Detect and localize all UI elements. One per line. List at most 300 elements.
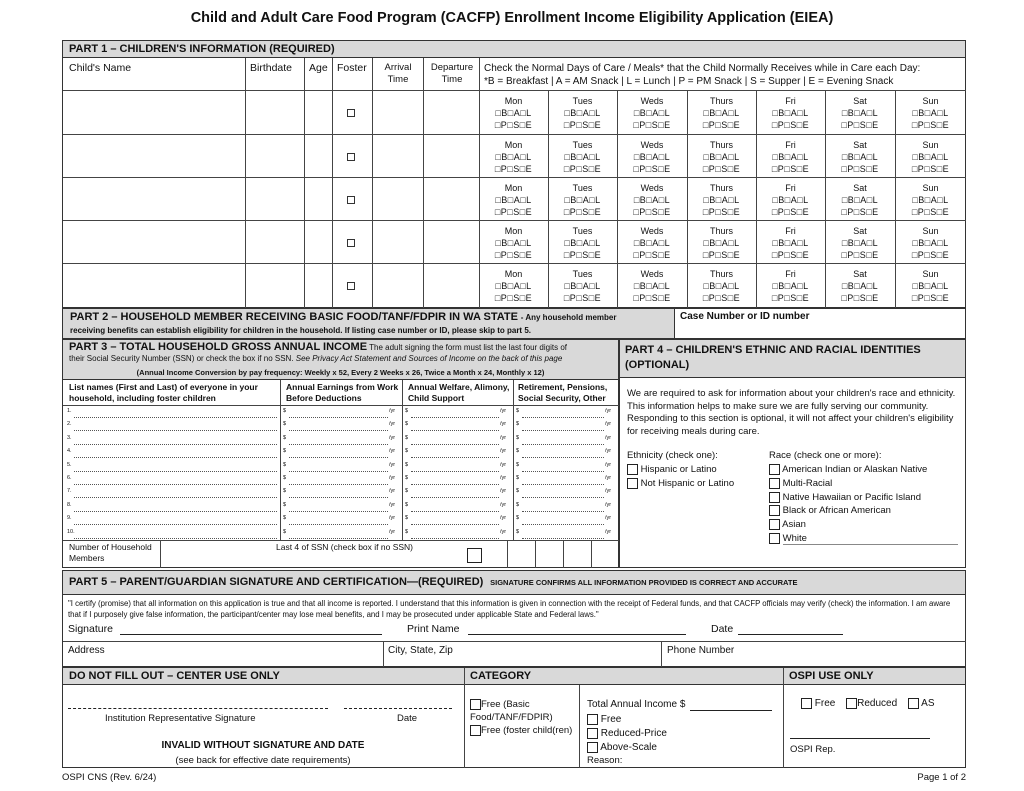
meal-options-line1[interactable]: □B□A□L — [703, 195, 740, 205]
day-label: Sat — [853, 140, 867, 150]
retirement-field[interactable] — [522, 457, 604, 458]
city-state-zip-label: City, State, Zip — [388, 645, 453, 656]
earnings-field[interactable] — [289, 417, 388, 418]
per-year-label: /yr — [389, 475, 396, 481]
foster-checkbox-3[interactable] — [347, 195, 357, 206]
meal-options-line2[interactable]: □P□S□E — [841, 250, 879, 260]
meal-options-line2[interactable]: □P□S□E — [911, 293, 950, 303]
earnings-field[interactable] — [289, 511, 388, 512]
welfare-field[interactable] — [411, 511, 499, 512]
meal-cell-row2-sat[interactable] — [825, 139, 895, 175]
col-arrival-time: Arrival Time — [384, 62, 412, 85]
retirement-field[interactable] — [522, 430, 604, 431]
dollar-sign: $ — [405, 408, 409, 414]
foster-checkbox-2[interactable] — [347, 152, 357, 163]
earnings-field[interactable] — [289, 457, 388, 458]
category-free-foster[interactable] — [470, 724, 576, 737]
dollar-sign: $ — [405, 448, 409, 455]
dollar-sign: $ — [283, 448, 287, 455]
col-birthdate: Birthdate — [250, 62, 293, 74]
household-member-name-field[interactable] — [74, 457, 277, 458]
household-member-name-field[interactable] — [74, 430, 277, 431]
meal-options-line1[interactable]: □B□A□L — [912, 281, 949, 291]
meal-options-line2[interactable]: □P□S□E — [911, 250, 950, 260]
meal-options-line1[interactable]: □B□A□L — [564, 281, 601, 291]
part5-header — [63, 571, 965, 595]
per-year-label: /yr — [389, 515, 396, 522]
reason-label: Reason: — [587, 755, 623, 766]
institution-date-field[interactable] — [344, 708, 452, 709]
per-year-label: /yr — [389, 434, 396, 441]
meal-options-line1[interactable]: □B□A□L — [564, 108, 601, 118]
household-member-name-field[interactable] — [74, 511, 277, 512]
meal-cell-row3-sat[interactable] — [825, 182, 895, 218]
race-label-multi-racial: Multi-Racial — [782, 477, 833, 489]
meal-cell-row3-sun[interactable] — [895, 182, 966, 218]
household-member-name-field[interactable] — [74, 484, 277, 485]
day-label: Thurs — [709, 183, 733, 193]
day-label: Mon — [504, 96, 523, 106]
welfare-field[interactable] — [411, 444, 499, 445]
col-foster: Foster — [337, 62, 367, 74]
dollar-sign: $ — [283, 475, 287, 481]
meal-cell-row4-fri[interactable] — [756, 225, 825, 261]
meal-options-line1[interactable]: □B□A□L — [633, 281, 671, 291]
dollar-sign: $ — [516, 408, 520, 414]
meal-cell-row1-sun[interactable] — [895, 95, 966, 131]
welfare-field[interactable] — [411, 417, 499, 418]
meal-cell-row3-thurs[interactable] — [687, 182, 756, 218]
meal-options-line1[interactable]: □B□A□L — [703, 238, 740, 248]
meal-cell-row2-mon[interactable] — [479, 139, 548, 175]
meal-cell-row4-sun[interactable] — [895, 225, 966, 261]
meal-cell-row1-tues[interactable] — [548, 95, 617, 131]
meal-cell-row5-sat[interactable] — [825, 268, 895, 304]
dollar-sign: $ — [516, 528, 520, 535]
per-year-label: /yr — [389, 501, 396, 508]
meal-options-line2[interactable]: □P□S□E — [911, 207, 950, 217]
day-label: Thurs — [709, 269, 733, 279]
meal-options-line2[interactable]: □P□S□E — [563, 207, 602, 217]
meal-options-line2[interactable]: □P□S□E — [911, 120, 950, 130]
retirement-field[interactable] — [522, 417, 604, 418]
race-option-black[interactable] — [769, 504, 927, 518]
ospi-option-free[interactable] — [801, 698, 835, 709]
day-label: Sun — [922, 96, 939, 106]
earnings-field[interactable] — [289, 471, 388, 472]
ethnicity-option-hispanic[interactable] — [627, 463, 734, 477]
per-year-label: /yr — [605, 448, 612, 455]
meal-cell-row4-mon[interactable] — [479, 225, 548, 261]
meal-options-line1[interactable]: □B□A□L — [772, 152, 809, 162]
per-year-label: /yr — [500, 501, 507, 508]
meal-options-line2[interactable]: □P□S□E — [633, 120, 671, 130]
meal-options-line1[interactable]: □B□A□L — [912, 152, 949, 162]
meal-cell-row3-weds[interactable] — [617, 182, 687, 218]
meal-options-line2[interactable]: □P□S□E — [702, 250, 741, 260]
part2-note-b: receiving benefits can establish eligibility for children in the household. If listing case number or ID, please skip to part 5. — [70, 326, 531, 335]
foster-checkbox-4[interactable] — [347, 238, 357, 249]
dollar-sign: $ — [405, 488, 409, 495]
meal-options-line1[interactable]: □B□A□L — [495, 238, 532, 248]
meal-options-line2[interactable]: □P□S□E — [633, 293, 671, 303]
meal-cell-row1-thurs[interactable] — [687, 95, 756, 131]
welfare-field[interactable] — [411, 524, 499, 525]
institution-signature-field[interactable] — [68, 708, 328, 709]
meal-options-line1[interactable]: □B□A□L — [772, 281, 809, 291]
institution-date-label: Date — [397, 713, 418, 724]
category-free-basic[interactable] — [470, 698, 576, 724]
ospi-as-label: AS — [921, 698, 935, 710]
income-option-free-label: Free — [600, 714, 622, 725]
meal-cell-row1-fri[interactable] — [756, 95, 825, 131]
earnings-field[interactable] — [289, 484, 388, 485]
day-label: Tues — [572, 140, 593, 150]
invalid-notice: INVALID WITHOUT SIGNATURE AND DATE — [161, 740, 365, 751]
ospi-rep-label: OSPI Rep. — [790, 744, 836, 755]
meal-cell-row2-thurs[interactable] — [687, 139, 756, 175]
per-year-label: /yr — [389, 421, 396, 428]
center-use-header: DO NOT FILL OUT – CENTER USE ONLY — [69, 670, 280, 682]
income-option-free[interactable] — [587, 713, 667, 727]
race-label-white: White — [782, 532, 807, 544]
dollar-sign: $ — [516, 475, 520, 481]
per-year-label: /yr — [605, 488, 612, 495]
date-label: Date — [711, 623, 734, 635]
meal-options-line2[interactable]: □P□S□E — [771, 164, 810, 174]
part2-header — [63, 309, 675, 338]
meal-options-line1[interactable]: □B□A□L — [564, 238, 601, 248]
meal-options-line2[interactable]: □P□S□E — [771, 120, 810, 130]
meal-instructions-line2: *B = Breakfast | A = AM Snack | L = Lunch | P = PM Snack | S = Supper | E = Evening Snack — [484, 76, 894, 87]
per-year-label: /yr — [500, 408, 507, 414]
income-category-options — [587, 713, 667, 755]
day-label: Tues — [572, 96, 593, 106]
meal-options-line2[interactable]: □P□S□E — [563, 164, 602, 174]
day-label: Mon — [504, 269, 523, 279]
dollar-sign: $ — [405, 461, 409, 468]
meal-options-line2[interactable]: □P□S□E — [494, 250, 533, 260]
meal-cell-row4-thurs[interactable] — [687, 225, 756, 261]
welfare-field[interactable] — [411, 497, 499, 498]
part3-desc-c: See Privacy Act Statement and Sources of Income on the back of this page — [295, 354, 563, 363]
income-row-number: 3. — [67, 434, 72, 441]
household-member-name-field[interactable] — [74, 524, 277, 525]
meal-cell-row5-sun[interactable] — [895, 268, 966, 304]
meal-cell-row1-mon[interactable] — [479, 95, 548, 131]
footer-page-number: Page 1 of 2 — [917, 772, 966, 783]
day-label: Fri — [785, 226, 796, 236]
household-member-name-field[interactable] — [74, 417, 277, 418]
welfare-field[interactable] — [411, 471, 499, 472]
retirement-field[interactable] — [522, 524, 604, 525]
signature-field[interactable] — [120, 634, 382, 635]
earnings-field[interactable] — [289, 524, 388, 525]
earnings-field[interactable] — [289, 497, 388, 498]
meal-options-line1[interactable]: □B□A□L — [841, 108, 879, 118]
per-year-label: /yr — [389, 448, 396, 455]
part3-desc-a: The adult signing the form must list the last four digits of — [369, 343, 567, 352]
ospi-header: OSPI USE ONLY — [789, 670, 874, 682]
meal-options-line1[interactable]: □B□A□L — [841, 152, 879, 162]
meal-cell-row4-sat[interactable] — [825, 225, 895, 261]
meal-cell-row1-weds[interactable] — [617, 95, 687, 131]
race-option-asian[interactable] — [769, 518, 927, 532]
retirement-field[interactable] — [522, 511, 604, 512]
race-label-american-indian: American Indian or Alaskan Native — [782, 464, 928, 475]
part2-note-a: - Any household member — [520, 313, 617, 322]
income-conversion-note: (Annual Income Conversion by pay frequency: Weekly x 52, Every 2 Weeks x 26, Twice a Month x 24, Monthly x 12) — [136, 368, 545, 377]
race-option-american-indian[interactable] — [769, 463, 927, 477]
col-annual-welfare: Annual Welfare, Alimony, Child Support — [408, 382, 510, 403]
day-label: Sun — [922, 183, 939, 193]
meal-options-line1[interactable]: □B□A□L — [564, 152, 601, 162]
per-year-label: /yr — [605, 528, 612, 535]
part5-title: PART 5 – PARENT/GUARDIAN SIGNATURE AND CERTIFICATION—(REQUIRED) — [69, 576, 484, 588]
address-label: Address — [68, 645, 105, 656]
dollar-sign: $ — [283, 488, 287, 495]
welfare-field[interactable] — [411, 484, 499, 485]
dollar-sign: $ — [283, 434, 287, 441]
total-income-field[interactable] — [690, 710, 772, 711]
meal-cell-row5-mon[interactable] — [479, 268, 548, 304]
meal-options-line2[interactable]: □P□S□E — [771, 293, 810, 303]
meal-options-line1[interactable]: □B□A□L — [772, 108, 809, 118]
race-label-native-hawaiian: Native Hawaiian or Pacific Island — [782, 491, 921, 503]
race-option-multi-racial[interactable] — [769, 477, 927, 491]
day-label: Sun — [922, 269, 939, 279]
race-label-asian: Asian — [782, 519, 806, 531]
day-label: Mon — [504, 226, 523, 236]
total-income-label: Total Annual Income $ — [587, 699, 686, 710]
meal-options-line2[interactable]: □P□S□E — [633, 250, 671, 260]
phone-label: Phone Number — [667, 645, 735, 656]
meal-options-line2[interactable]: □P□S□E — [563, 293, 602, 303]
meal-options-line1[interactable]: □B□A□L — [633, 108, 671, 118]
meal-options-line1[interactable]: □B□A□L — [633, 195, 671, 205]
dollar-sign: $ — [516, 434, 520, 441]
dollar-sign: $ — [283, 515, 287, 522]
ethnicity-option-not-hispanic[interactable] — [627, 477, 734, 491]
meal-options-line1[interactable]: □B□A□L — [841, 281, 879, 291]
foster-checkbox-5[interactable] — [347, 281, 357, 292]
footer-form-id: OSPI CNS (Rev. 6/24) — [62, 772, 157, 783]
part4-description: We are required to ask for information about your children's race and ethnicity. This information helps to make sure we are fully serving our community. Responding to this section is optional, it will not affect your children's eligibility for receiving meals during care. — [627, 388, 956, 437]
meal-options-line1[interactable]: □B□A□L — [841, 238, 879, 248]
day-label: Thurs — [709, 140, 733, 150]
dollar-sign: $ — [405, 434, 409, 441]
meal-options-line2[interactable]: □P□S□E — [771, 250, 810, 260]
dollar-sign: $ — [516, 461, 520, 468]
part5-note: SIGNATURE CONFIRMS ALL INFORMATION PROVIDED IS CORRECT AND ACCURATE — [490, 578, 798, 587]
meal-options-line2[interactable]: □P□S□E — [494, 207, 533, 217]
meal-options-line2[interactable]: □P□S□E — [633, 164, 671, 174]
meal-options-line1[interactable]: □B□A□L — [495, 152, 532, 162]
retirement-field[interactable] — [522, 471, 604, 472]
meal-cell-row5-weds[interactable] — [617, 268, 687, 304]
meal-instructions-line1: Check the Normal Days of Care / Meals* that the Child Normally Receives while in Care each Day: — [484, 63, 921, 74]
meal-options-line2[interactable]: □P□S□E — [841, 120, 879, 130]
col-retirement: Retirement, Pensions, Social Security, Other — [518, 382, 608, 403]
income-row-number: 4. — [67, 448, 72, 455]
day-label: Fri — [785, 140, 796, 150]
race-option-native-hawaiian[interactable] — [769, 491, 927, 505]
meal-cell-row5-thurs[interactable] — [687, 268, 756, 304]
ospi-option-as[interactable] — [908, 698, 935, 709]
col-departure-time: Departure Time — [430, 62, 474, 85]
meal-options-line1[interactable]: □B□A□L — [772, 195, 809, 205]
meal-options-line1[interactable]: □B□A□L — [703, 152, 740, 162]
meal-options-line1[interactable]: □B□A□L — [633, 152, 671, 162]
meal-options-line2[interactable]: □P□S□E — [702, 207, 741, 217]
retirement-field[interactable] — [522, 497, 604, 498]
welfare-field[interactable] — [411, 457, 499, 458]
category-free-basic-label: Free (Basic Food/TANF/FDPIR) — [470, 699, 553, 723]
meal-options-line2[interactable]: □P□S□E — [702, 164, 741, 174]
income-option-reduced[interactable] — [587, 727, 667, 741]
case-number-label: Case Number or ID number — [680, 311, 810, 322]
income-row-number: 8. — [67, 501, 72, 508]
meal-options-line1[interactable]: □B□A□L — [703, 108, 740, 118]
meal-cell-row3-tues[interactable] — [548, 182, 617, 218]
dollar-sign: $ — [516, 488, 520, 495]
meal-options-line2[interactable]: □P□S□E — [494, 120, 533, 130]
per-year-label: /yr — [605, 434, 612, 441]
part1-header: PART 1 – CHILDREN'S INFORMATION (REQUIRED) — [63, 41, 965, 58]
category-free-foster-label: Free (foster child(ren) — [481, 725, 573, 736]
income-option-above-scale[interactable] — [587, 741, 667, 755]
meal-options-line2[interactable]: □P□S□E — [494, 164, 533, 174]
income-row-number: 5. — [67, 461, 72, 468]
day-label: Thurs — [709, 96, 733, 106]
per-year-label: /yr — [389, 408, 396, 414]
race-options — [769, 463, 927, 546]
meal-cell-row2-fri[interactable] — [756, 139, 825, 175]
per-year-label: /yr — [500, 448, 507, 455]
ethnicity-label-not-hispanic: Not Hispanic or Latino — [640, 478, 735, 489]
retirement-field[interactable] — [522, 538, 604, 539]
form-title: Child and Adult Care Food Program (CACFP) Enrollment Income Eligibility Application (EIEA) — [190, 10, 834, 26]
ospi-options — [801, 698, 935, 709]
date-field[interactable] — [738, 634, 843, 635]
col-household-names: List names (First and Last) of everyone in your household, including foster children — [69, 382, 258, 403]
income-option-reduced-label: Reduced-Price — [600, 728, 667, 739]
retirement-field[interactable] — [522, 444, 604, 445]
meal-options-line1[interactable]: □B□A□L — [772, 238, 809, 248]
part3-header — [63, 340, 618, 380]
meal-options-line1[interactable]: □B□A□L — [495, 195, 532, 205]
household-member-name-field[interactable] — [74, 471, 277, 472]
meal-options-line2[interactable]: □P□S□E — [633, 207, 671, 217]
meal-cell-row1-sat[interactable] — [825, 95, 895, 131]
meal-options-line2[interactable]: □P□S□E — [911, 164, 950, 174]
meal-options-line2[interactable]: □P□S□E — [702, 120, 741, 130]
per-year-label: /yr — [605, 408, 612, 414]
day-label: Tues — [572, 183, 593, 193]
household-member-name-field[interactable] — [74, 444, 277, 445]
meal-options-line1[interactable]: □B□A□L — [703, 281, 740, 291]
per-year-label: /yr — [500, 421, 507, 428]
per-year-label: /yr — [605, 475, 612, 481]
household-member-name-field[interactable] — [74, 497, 277, 498]
income-row-number: 10. — [67, 528, 75, 535]
earnings-field[interactable] — [289, 538, 388, 539]
meal-options-line1[interactable]: □B□A□L — [912, 195, 949, 205]
meal-options-line1[interactable]: □B□A□L — [912, 108, 949, 118]
day-label: Weds — [640, 140, 664, 150]
dollar-sign: $ — [283, 408, 287, 414]
meal-cell-row5-fri[interactable] — [756, 268, 825, 304]
race-label: Race (check one or more): — [769, 450, 882, 461]
meal-cell-row5-tues[interactable] — [548, 268, 617, 304]
meal-options-line1[interactable]: □B□A□L — [841, 195, 879, 205]
meal-options-line1[interactable]: □B□A□L — [495, 108, 532, 118]
ethnicity-label: Ethnicity (check one): — [627, 450, 718, 461]
welfare-field[interactable] — [411, 538, 499, 539]
meal-options-line1[interactable]: □B□A□L — [912, 238, 949, 248]
certification-text: "I certify (promise) that all information on this application is true and that all income is reported. I understand that this information is given in connection with the receipt of Federal funds, and that CACFP officials may verify (check) the information. I am aware that if I purposely give false information, the participant/center may lose meal benefits, and I may be prosecuted under applicable State and Federal laws." — [68, 599, 951, 619]
meal-options-line2[interactable]: □P□S□E — [494, 293, 533, 303]
meal-options-line2[interactable]: □P□S□E — [563, 120, 602, 130]
meal-options-line2[interactable]: □P□S□E — [841, 293, 879, 303]
welfare-field[interactable] — [411, 430, 499, 431]
day-label: Weds — [640, 226, 664, 236]
ospi-rep-field[interactable] — [790, 738, 930, 739]
income-row-number: 2. — [67, 421, 72, 428]
meal-options-line2[interactable]: □P□S□E — [702, 293, 741, 303]
meal-options-line2[interactable]: □P□S□E — [771, 207, 810, 217]
institution-signature-label: Institution Representative Signature — [105, 713, 256, 724]
meal-cell-row2-tues[interactable] — [548, 139, 617, 175]
per-year-label: /yr — [500, 515, 507, 522]
no-ssn-checkbox[interactable] — [467, 548, 482, 563]
meal-cell-row3-mon[interactable] — [479, 182, 548, 218]
day-label: Sat — [853, 96, 867, 106]
part2-title: PART 2 – HOUSEHOLD MEMBER RECEIVING BASIC FOOD/TANF/FDPIR IN WA STATE — [70, 311, 518, 323]
meal-instructions — [484, 62, 964, 88]
print-name-field[interactable] — [468, 634, 686, 635]
category-header: CATEGORY — [470, 670, 532, 682]
print-name-label: Print Name — [407, 623, 460, 635]
income-option-above-scale-label: Above-Scale — [600, 742, 657, 753]
meal-cell-row4-tues[interactable] — [548, 225, 617, 261]
earnings-field[interactable] — [289, 430, 388, 431]
meal-cell-row2-sun[interactable] — [895, 139, 966, 175]
meal-options-line1[interactable]: □B□A□L — [495, 281, 532, 291]
per-year-label: /yr — [605, 461, 612, 468]
meal-options-line2[interactable]: □P□S□E — [563, 250, 602, 260]
household-member-name-field[interactable] — [74, 538, 277, 539]
earnings-field[interactable] — [289, 444, 388, 445]
ethnicity-label-hispanic: Hispanic or Latino — [640, 464, 717, 475]
signature-label: Signature — [68, 623, 113, 635]
foster-checkbox-1[interactable] — [347, 108, 357, 119]
meal-cell-row2-weds[interactable] — [617, 139, 687, 175]
meal-options-line1[interactable]: □B□A□L — [633, 238, 671, 248]
meal-options-line1[interactable]: □B□A□L — [564, 195, 601, 205]
ospi-option-reduced[interactable] — [846, 698, 897, 709]
dollar-sign: $ — [516, 421, 520, 428]
per-year-label: /yr — [389, 488, 396, 495]
meal-cell-row3-fri[interactable] — [756, 182, 825, 218]
retirement-field[interactable] — [522, 484, 604, 485]
meal-options-line2[interactable]: □P□S□E — [841, 207, 879, 217]
meal-cell-row4-weds[interactable] — [617, 225, 687, 261]
per-year-label: /yr — [605, 501, 612, 508]
ethnicity-options — [627, 463, 734, 491]
ospi-free-label: Free — [814, 698, 836, 710]
meal-options-line2[interactable]: □P□S□E — [841, 164, 879, 174]
